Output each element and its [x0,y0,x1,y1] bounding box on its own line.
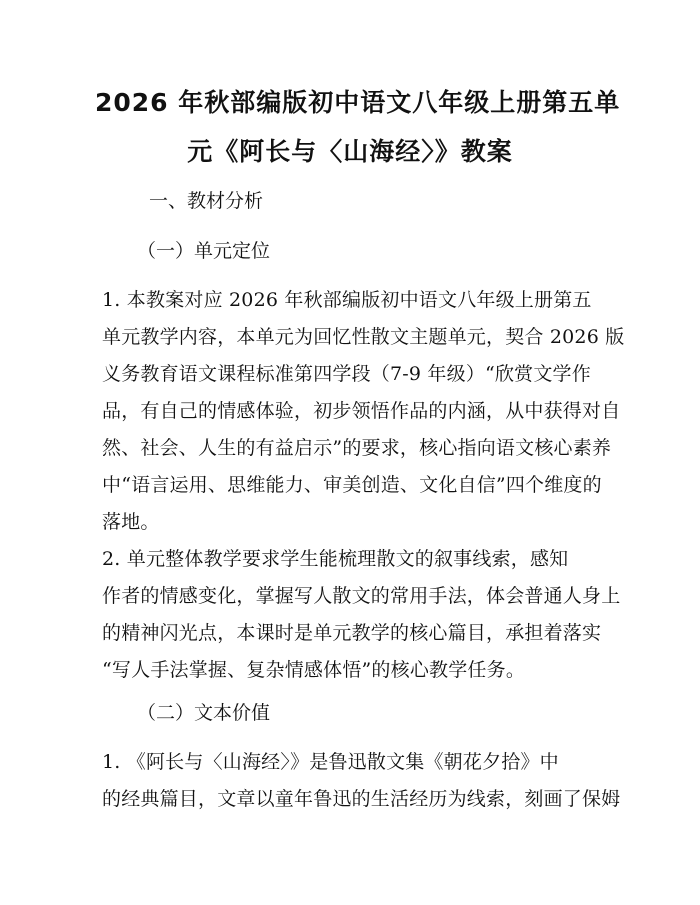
text-line: 作者的情感变化，掌握写人散文的常用手法，体会普通人身上 [102,585,621,607]
text-line: 中“语言运用、思维能力、审美创造、文化自信”四个维度的 [102,474,602,496]
text-line: 然、社会、人生的有益启示”的要求，核心指向语文核心素养 [102,437,612,459]
text-line: 单元教学内容，本单元为回忆性散文主题单元，契合 2026 版 [102,326,625,348]
subsection-heading-text-value: （二）文本价值 [137,702,271,724]
paragraph-unit-position-1 [102,282,625,541]
text-line: 落地。 [102,511,160,533]
paragraph-unit-position-2 [102,541,621,689]
text-line: 的精神闪光点，本课时是单元教学的核心篇目，承担着落实 [102,622,602,644]
text-line: 1. 《阿长与〈山海经〉》是鲁迅散文集《朝花夕拾》中 [102,751,559,773]
text-line: “写人手法掌握、复杂情感体悟”的核心教学任务。 [102,659,526,681]
text-line: 1. 本教案对应 2026 年秋部编版初中语文八年级上册第五 [102,289,592,311]
document-title-line-1: 2026 年秋部编版初中语文八年级上册第五单 [95,88,621,117]
subsection-heading-unit-position: （一）单元定位 [137,240,271,262]
document-title-line-2: 元《阿长与〈山海经〉》教案 [187,137,513,166]
section-heading-materials-analysis: 一、教材分析 [149,190,264,212]
text-line: 的经典篇目，文章以童年鲁迅的生活经历为线索，刻画了保姆 [102,788,621,810]
paragraph-text-value-1 [102,744,621,818]
text-line: 义务教育语文课程标准第四学段（7-9 年级）“欣赏文学作 [102,363,591,385]
text-line: 2. 单元整体教学要求学生能梳理散文的叙事线索，感知 [102,548,569,570]
text-line: 品，有自己的情感体验，初步领悟作品的内涵，从中获得对自 [102,400,621,422]
